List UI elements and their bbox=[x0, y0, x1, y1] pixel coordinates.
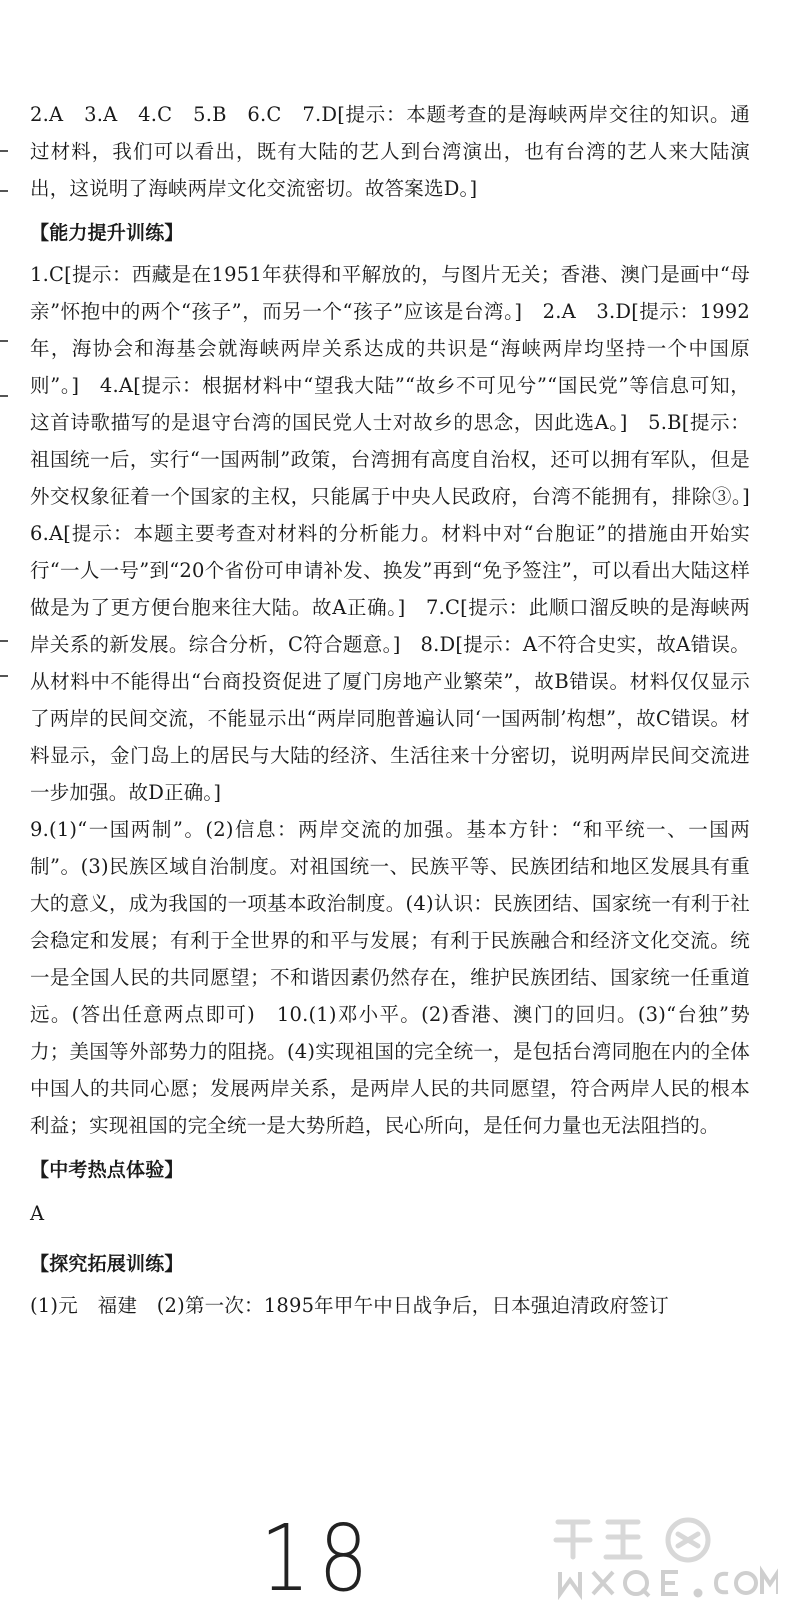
answer-paragraph-3: 9.(1)“一国两制”。(2)信息：两岸交流的加强。基本方针：“和平统一、一国两制”。(3)民族区域自治制度。对祖国统一、民族平等、民族团结和地区发展具有重大的意义，成为我国的一项基本政治制度。(4)认识：民族团结、国家统一有利于社会稳定和发展；有利于全世界的和平与发展；有利于民族融合和经济文化交流。统一是全国人民的共同愿望；不和谐因素仍然存在，维护民族团结、国家统一任重道远。(答出任意两点即可) 10.(1)邓小平。(2)香港、澳门的回归。(3)“台独”势力；美国等外部势力的阻挠。(4)实现祖国的完全统一，是包括台湾同胞在内的全体中国人的共同心愿；发展两岸关系，是两岸人民的共同愿望，符合两岸人民的根本利益；实现祖国的完全统一是大势所趋，民心所向，是任何力量也无法阻挡的。 bbox=[30, 818, 750, 1137]
watermark-logo bbox=[548, 1512, 778, 1600]
margin-mark bbox=[0, 395, 8, 397]
handwritten-page-number: 18 bbox=[260, 1505, 377, 1612]
margin-mark bbox=[0, 190, 8, 192]
margin-mark bbox=[0, 675, 8, 677]
margin-mark bbox=[0, 150, 8, 152]
section-heading-ability: 【能力提升训练】 bbox=[30, 222, 184, 244]
section-heading-explore: 【探究拓展训练】 bbox=[30, 1253, 184, 1275]
answer-paragraph-2: 1.C[提示：西藏是在1951年获得和平解放的，与图片无关；香港、澳门是画中“母亲”怀抱中的两个“孩子”，而另一个“孩子”应该是台湾。] 2.A 3.D[提示：1992年，海协会和海基会就海峡两岸关系达成的共识是“海峡两岸均坚持一个中国原则”。] 4.A[提示：根据材料中“望我大陆”“故乡不可见兮”“国民党”等信息可知，这首诗歌描写的是退守台湾的国民党人士对故乡的思念，因此选A。] 5.B[提示：祖国统一后，实行“一国两制”政策，台湾拥有高度自治权，还可以拥有军队，但是外交权象征着一个国家的主权，只能属于中央人民政府，台湾不能拥有，排除③。] 6.A[提示：本题主要考查对材料的分析能力。材料中对“台胞证”的措施由开始实行“一人一号”到“20个省份可申请补发、换发”再到“免予签注”，可以看出大陆这样做是为了更方便台胞来往大陆。故A正确。] 7.C[提示：此顺口溜反映的是海峡两岸关系的新发展。综合分析，C符合题意。] 8.D[提示：A不符合史实，故A错误。从材料中不能得出“台商投资促进了厦门房地产业繁荣”，故B错误。材料仅仅显示了两岸的民间交流，不能显示出“两岸同胞普遍认同‘一国两制’构想”，故C错误。材料显示，金门岛上的居民与大陆的经济、生活往来十分密切，说明两岸民间交流进一步加强。故D正确。] bbox=[30, 263, 770, 804]
answer-paragraph-1: 2.A 3.A 4.C 5.B 6.C 7.D[提示：本题考查的是海峡两岸交往的知识。通过材料，我们可以看出，既有大陆的艺人到台湾演出，也有台湾的艺人来大陆演出，这说明了海峡两岸文化交流密切。故答案选D。] bbox=[30, 103, 750, 200]
margin-mark bbox=[0, 640, 8, 642]
margin-mark bbox=[0, 340, 8, 342]
answer-content bbox=[30, 96, 770, 1324]
answer-paragraph-5: (1)元 福建 (2)第一次：1895年甲午中日战争后，日本强迫清政府签订 bbox=[30, 1294, 669, 1317]
answer-paragraph-4: A bbox=[30, 1202, 45, 1225]
section-heading-exam: 【中考热点体验】 bbox=[30, 1159, 184, 1181]
